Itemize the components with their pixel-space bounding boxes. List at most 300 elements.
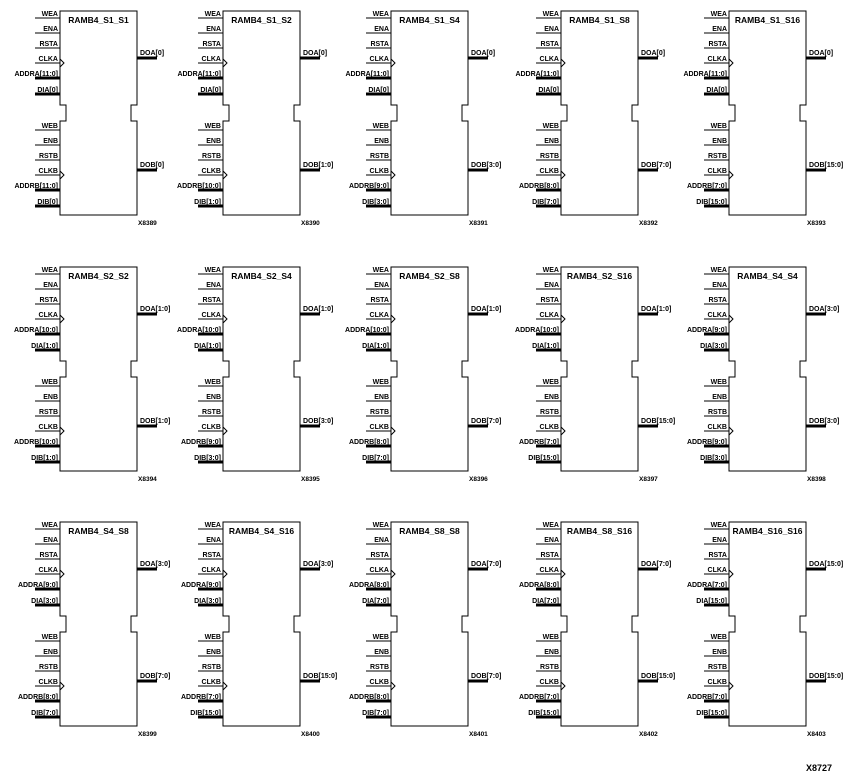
data-out-a-label: DOA[1:0]: [140, 306, 171, 313]
pin-label-web: WEB: [204, 634, 221, 641]
pin-label-rstb: RSTB: [539, 664, 559, 671]
clock-triangle-icon: [729, 59, 733, 67]
block-outline: [391, 267, 468, 471]
block-title: RAMB4_S4_S16: [228, 526, 295, 536]
block-outline: [60, 267, 137, 471]
clock-triangle-icon: [561, 59, 565, 67]
pin-label-web: WEB: [372, 123, 389, 130]
clock-triangle-icon: [223, 59, 227, 67]
pin-label-rsta: RSTA: [708, 297, 727, 304]
ram-block-ramb4-s8-s8: [349, 522, 501, 738]
clock-triangle-icon: [223, 427, 227, 435]
ram-block-ramb4-s1-s8: [515, 11, 671, 227]
address-bus-label-a: ADDRA[11:0]: [177, 71, 221, 78]
block-title: RAMB4_S2_S4: [231, 271, 292, 281]
pin-label-clkb: CLKB: [201, 679, 221, 686]
pin-label-enb: ENB: [206, 138, 221, 145]
data-in-bus-label-b: DIB[15:0]: [190, 710, 221, 717]
pin-label-enb: ENB: [374, 394, 389, 401]
pin-label-enb: ENB: [712, 138, 727, 145]
data-in-bus-label-b: DIB[7:0]: [31, 710, 58, 717]
data-in-bus-label-a: DIA[0]: [37, 87, 58, 94]
pin-label-enb: ENB: [206, 649, 221, 656]
clock-triangle-icon: [391, 427, 395, 435]
clock-triangle-icon: [391, 570, 395, 578]
pin-label-ena: ENA: [712, 537, 727, 544]
pin-label-enb: ENB: [374, 649, 389, 656]
data-in-bus-label-a: DIA[0]: [200, 87, 221, 94]
data-out-a-label: DOA[7:0]: [641, 561, 672, 568]
clock-triangle-icon: [729, 682, 733, 690]
address-bus-label-a: ADDRA[9:0]: [686, 327, 727, 334]
address-bus-label-b: ADDRB[7:0]: [686, 183, 727, 190]
pin-label-clkb: CLKB: [539, 679, 559, 686]
pin-label-clka: CLKA: [201, 312, 221, 319]
pin-label-wea: WEA: [41, 267, 58, 274]
address-bus-label-a: ADDRA[7:0]: [686, 582, 727, 589]
pin-label-clkb: CLKB: [38, 679, 58, 686]
pin-label-clka: CLKA: [707, 312, 727, 319]
data-in-bus-label-a: DIA[0]: [368, 87, 389, 94]
address-bus-label-a: ADDRA[10:0]: [14, 327, 58, 334]
ram-block-ramb4-s4-s8: [18, 522, 170, 738]
block-figure-number: X8399: [138, 731, 157, 738]
pin-label-enb: ENB: [43, 649, 58, 656]
pin-label-wea: WEA: [41, 522, 58, 529]
clock-triangle-icon: [391, 171, 395, 179]
pin-label-web: WEB: [542, 379, 559, 386]
pin-label-clka: CLKA: [38, 56, 58, 63]
pin-label-wea: WEA: [710, 11, 727, 18]
pin-label-rsta: RSTA: [370, 297, 389, 304]
pin-label-rsta: RSTA: [370, 552, 389, 559]
pin-label-web: WEB: [542, 634, 559, 641]
data-in-bus-label-a: DIA[3:0]: [31, 598, 58, 605]
block-title: RAMB4_S16_S16: [732, 526, 803, 536]
pin-label-web: WEB: [710, 634, 727, 641]
clock-triangle-icon: [561, 315, 565, 323]
pin-label-clka: CLKA: [707, 56, 727, 63]
ram-block-ramb4-s1-s2: [177, 11, 333, 227]
data-out-a-label: DOA[0]: [140, 50, 165, 57]
data-in-bus-label-a: DIA[1:0]: [362, 343, 389, 350]
pin-label-rstb: RSTB: [201, 409, 221, 416]
data-in-bus-label-b: DIB[15:0]: [528, 710, 559, 717]
data-out-b-label: DOB[15:0]: [809, 673, 844, 680]
address-bus-label-a: ADDRA[8:0]: [518, 582, 559, 589]
block-outline: [561, 267, 638, 471]
data-out-b-label: DOB[7:0]: [140, 673, 171, 680]
pin-label-rstb: RSTB: [38, 409, 58, 416]
clock-triangle-icon: [223, 682, 227, 690]
block-figure-number: X8392: [639, 220, 658, 227]
ram-block-ramb4-s2-s16: [515, 267, 675, 483]
block-figure-number: X8397: [639, 476, 658, 483]
address-bus-label-a: ADDRA[11:0]: [14, 71, 58, 78]
data-in-bus-label-a: DIA[1:0]: [532, 343, 559, 350]
pin-label-rsta: RSTA: [39, 552, 58, 559]
block-title: RAMB4_S1_S2: [231, 15, 292, 25]
address-bus-label-a: ADDRA[10:0]: [515, 327, 559, 334]
pin-label-rstb: RSTB: [38, 664, 58, 671]
data-in-bus-label-b: DIB[1:0]: [31, 455, 58, 462]
pin-label-rsta: RSTA: [708, 41, 727, 48]
address-bus-label-a: ADDRA[9:0]: [17, 582, 58, 589]
pin-label-web: WEB: [542, 123, 559, 130]
clock-triangle-icon: [60, 315, 64, 323]
clock-triangle-icon: [729, 315, 733, 323]
pin-label-clka: CLKA: [38, 312, 58, 319]
pin-label-rstb: RSTB: [369, 409, 389, 416]
block-figure-number: X8401: [469, 731, 488, 738]
block-outline: [60, 522, 137, 726]
block-outline: [561, 522, 638, 726]
pin-label-wea: WEA: [542, 267, 559, 274]
ram-block-ramb4-s4-s4: [687, 267, 839, 483]
pin-label-rsta: RSTA: [39, 41, 58, 48]
pin-label-wea: WEA: [542, 522, 559, 529]
data-in-bus-label-a: DIA[0]: [538, 87, 559, 94]
data-out-a-label: DOA[7:0]: [471, 561, 502, 568]
pin-label-clkb: CLKB: [201, 424, 221, 431]
pin-label-clka: CLKA: [539, 56, 559, 63]
data-out-a-label: DOA[0]: [303, 50, 328, 57]
pin-label-rstb: RSTB: [539, 409, 559, 416]
clock-triangle-icon: [391, 682, 395, 690]
pin-label-rsta: RSTA: [540, 41, 559, 48]
block-title: RAMB4_S8_S16: [566, 526, 633, 536]
pin-label-clkb: CLKB: [539, 424, 559, 431]
ram-block-ramb4-s2-s4: [177, 267, 333, 483]
address-bus-label-b: ADDRB[8:0]: [348, 439, 389, 446]
data-out-a-label: DOA[0]: [471, 50, 496, 57]
clock-triangle-icon: [223, 171, 227, 179]
pin-label-rsta: RSTA: [708, 552, 727, 559]
pin-label-rsta: RSTA: [540, 552, 559, 559]
address-bus-label-a: ADDRA[8:0]: [348, 582, 389, 589]
pin-label-ena: ENA: [206, 26, 221, 33]
data-out-b-label: DOB[3:0]: [809, 418, 840, 425]
address-bus-label-b: ADDRB[7:0]: [518, 439, 559, 446]
block-outline: [391, 11, 468, 215]
pin-label-ena: ENA: [374, 26, 389, 33]
block-title: RAMB4_S2_S8: [399, 271, 460, 281]
blocks-layer: [14, 11, 843, 738]
pin-label-ena: ENA: [43, 537, 58, 544]
data-out-a-label: DOA[1:0]: [641, 306, 672, 313]
address-bus-label-a: ADDRA[9:0]: [180, 582, 221, 589]
pin-label-clkb: CLKB: [38, 168, 58, 175]
block-title: RAMB4_S4_S8: [68, 526, 129, 536]
block-figure-number: X8393: [807, 220, 826, 227]
pin-label-web: WEB: [710, 123, 727, 130]
pin-label-clkb: CLKB: [369, 679, 389, 686]
pin-label-ena: ENA: [712, 282, 727, 289]
data-in-bus-label-b: DIB[1:0]: [194, 199, 221, 206]
pin-label-enb: ENB: [43, 138, 58, 145]
address-bus-label-b: ADDRB[11:0]: [14, 183, 58, 190]
pin-label-wea: WEA: [372, 267, 389, 274]
pin-label-ena: ENA: [712, 26, 727, 33]
clock-triangle-icon: [729, 427, 733, 435]
pin-label-wea: WEA: [372, 522, 389, 529]
data-out-b-label: DOB[15:0]: [641, 418, 676, 425]
block-outline: [729, 522, 806, 726]
pin-label-ena: ENA: [544, 282, 559, 289]
pin-label-wea: WEA: [542, 11, 559, 18]
block-outline: [729, 267, 806, 471]
block-outline: [561, 11, 638, 215]
pin-label-web: WEB: [204, 123, 221, 130]
data-in-bus-label-b: DIB[15:0]: [528, 455, 559, 462]
block-outline: [223, 267, 300, 471]
data-in-bus-label-b: DIB[3:0]: [194, 455, 221, 462]
pin-label-clkb: CLKB: [369, 168, 389, 175]
pin-label-ena: ENA: [43, 282, 58, 289]
data-out-b-label: DOB[3:0]: [303, 418, 334, 425]
pin-label-web: WEB: [710, 379, 727, 386]
data-in-bus-label-b: DIB[0]: [37, 199, 58, 206]
block-figure-number: X8390: [301, 220, 320, 227]
block-outline: [391, 522, 468, 726]
data-in-bus-label-a: DIA[1:0]: [194, 343, 221, 350]
address-bus-label-b: ADDRB[8:0]: [17, 694, 58, 701]
pin-label-web: WEB: [372, 634, 389, 641]
pin-label-clka: CLKA: [201, 56, 221, 63]
pin-label-clka: CLKA: [369, 56, 389, 63]
data-in-bus-label-b: DIB[7:0]: [362, 455, 389, 462]
data-out-a-label: DOA[3:0]: [140, 561, 171, 568]
block-title: RAMB4_S1_S16: [734, 15, 801, 25]
ram-block-ramb4-s2-s2: [14, 267, 170, 483]
clock-triangle-icon: [223, 570, 227, 578]
address-bus-label-b: ADDRB[9:0]: [348, 183, 389, 190]
clock-triangle-icon: [561, 570, 565, 578]
data-out-b-label: DOB[15:0]: [809, 162, 844, 169]
data-out-a-label: DOA[0]: [809, 50, 834, 57]
pin-label-rstb: RSTB: [707, 409, 727, 416]
pin-label-rstb: RSTB: [707, 153, 727, 160]
ram-block-ramb4-s2-s8: [345, 267, 501, 483]
data-out-b-label: DOB[15:0]: [303, 673, 338, 680]
pin-label-wea: WEA: [710, 522, 727, 529]
block-figure-number: X8395: [301, 476, 320, 483]
data-out-a-label: DOA[3:0]: [303, 561, 334, 568]
data-out-a-label: DOA[1:0]: [303, 306, 334, 313]
pin-label-web: WEB: [204, 379, 221, 386]
address-bus-label-a: ADDRA[10:0]: [345, 327, 389, 334]
pin-label-rstb: RSTB: [707, 664, 727, 671]
pin-label-wea: WEA: [372, 11, 389, 18]
pin-label-rsta: RSTA: [202, 41, 221, 48]
pin-label-ena: ENA: [544, 26, 559, 33]
pin-label-clkb: CLKB: [707, 679, 727, 686]
pin-label-rsta: RSTA: [202, 297, 221, 304]
pin-label-rstb: RSTB: [539, 153, 559, 160]
block-title: RAMB4_S4_S4: [737, 271, 798, 281]
data-in-bus-label-a: DIA[7:0]: [362, 598, 389, 605]
pin-label-wea: WEA: [204, 522, 221, 529]
block-title: RAMB4_S8_S8: [399, 526, 460, 536]
pin-label-web: WEB: [41, 634, 58, 641]
ram-block-ramb4-s16-s16: [687, 522, 843, 738]
pin-label-enb: ENB: [712, 649, 727, 656]
pin-label-clka: CLKA: [539, 567, 559, 574]
pin-label-wea: WEA: [204, 11, 221, 18]
clock-triangle-icon: [223, 315, 227, 323]
clock-triangle-icon: [60, 171, 64, 179]
data-in-bus-label-b: DIB[7:0]: [532, 199, 559, 206]
pin-label-clka: CLKA: [707, 567, 727, 574]
pin-label-ena: ENA: [206, 537, 221, 544]
address-bus-label-b: ADDRB[10:0]: [177, 183, 221, 190]
pin-label-ena: ENA: [43, 26, 58, 33]
pin-label-rsta: RSTA: [370, 41, 389, 48]
pin-label-wea: WEA: [41, 11, 58, 18]
block-figure-number: X8398: [807, 476, 826, 483]
pin-label-ena: ENA: [544, 537, 559, 544]
pin-label-clkb: CLKB: [707, 168, 727, 175]
pin-label-clkb: CLKB: [539, 168, 559, 175]
block-figure-number: X8391: [469, 220, 488, 227]
data-out-a-label: DOA[15:0]: [809, 561, 844, 568]
address-bus-label-b: ADDRB[9:0]: [686, 439, 727, 446]
pin-label-enb: ENB: [544, 394, 559, 401]
clock-triangle-icon: [60, 682, 64, 690]
pin-label-clka: CLKA: [369, 312, 389, 319]
ram-block-ramb4-s4-s16: [181, 522, 337, 738]
pin-label-rstb: RSTB: [201, 153, 221, 160]
pin-label-clka: CLKA: [369, 567, 389, 574]
clock-triangle-icon: [561, 171, 565, 179]
pin-label-clka: CLKA: [539, 312, 559, 319]
data-out-b-label: DOB[3:0]: [471, 162, 502, 169]
data-in-bus-label-b: DIB[15:0]: [696, 710, 727, 717]
pin-label-rsta: RSTA: [202, 552, 221, 559]
block-title: RAMB4_S2_S16: [566, 271, 633, 281]
data-in-bus-label-a: DIA[7:0]: [532, 598, 559, 605]
data-out-b-label: DOB[7:0]: [641, 162, 672, 169]
block-figure-number: X8389: [138, 220, 157, 227]
pin-label-enb: ENB: [712, 394, 727, 401]
pin-label-ena: ENA: [374, 537, 389, 544]
pin-label-clkb: CLKB: [369, 424, 389, 431]
pin-label-web: WEB: [41, 123, 58, 130]
block-figure-number: X8403: [807, 731, 826, 738]
clock-triangle-icon: [561, 682, 565, 690]
clock-triangle-icon: [391, 315, 395, 323]
pin-label-wea: WEA: [710, 267, 727, 274]
data-in-bus-label-b: DIB[7:0]: [362, 710, 389, 717]
address-bus-label-a: ADDRA[11:0]: [515, 71, 559, 78]
pin-label-rstb: RSTB: [38, 153, 58, 160]
pin-label-ena: ENA: [374, 282, 389, 289]
block-outline: [729, 11, 806, 215]
clock-triangle-icon: [391, 59, 395, 67]
block-title: RAMB4_S2_S2: [68, 271, 129, 281]
pin-label-rstb: RSTB: [201, 664, 221, 671]
pin-label-clkb: CLKB: [707, 424, 727, 431]
pin-label-enb: ENB: [544, 138, 559, 145]
address-bus-label-b: ADDRB[7:0]: [180, 694, 221, 701]
clock-triangle-icon: [60, 59, 64, 67]
pin-label-web: WEB: [372, 379, 389, 386]
block-title: RAMB4_S1_S1: [68, 15, 129, 25]
data-out-a-label: DOA[3:0]: [809, 306, 840, 313]
data-in-bus-label-b: DIB[15:0]: [696, 199, 727, 206]
pin-label-rsta: RSTA: [540, 297, 559, 304]
data-out-b-label: DOB[15:0]: [641, 673, 676, 680]
block-title: RAMB4_S1_S4: [399, 15, 460, 25]
address-bus-label-b: ADDRB[8:0]: [518, 183, 559, 190]
pin-label-enb: ENB: [43, 394, 58, 401]
data-out-a-label: DOA[1:0]: [471, 306, 502, 313]
data-in-bus-label-a: DIA[3:0]: [194, 598, 221, 605]
data-in-bus-label-b: DIB[3:0]: [362, 199, 389, 206]
clock-triangle-icon: [729, 570, 733, 578]
pin-label-clka: CLKA: [201, 567, 221, 574]
pin-label-clkb: CLKB: [201, 168, 221, 175]
data-in-bus-label-a: DIA[3:0]: [700, 343, 727, 350]
data-in-bus-label-a: DIA[0]: [706, 87, 727, 94]
block-figure-number: X8394: [138, 476, 157, 483]
pin-label-rstb: RSTB: [369, 153, 389, 160]
data-out-b-label: DOB[7:0]: [471, 673, 502, 680]
data-out-b-label: DOB[0]: [140, 162, 165, 169]
data-in-bus-label-a: DIA[1:0]: [31, 343, 58, 350]
block-figure-number: X8400: [301, 731, 320, 738]
clock-triangle-icon: [561, 427, 565, 435]
block-outline: [223, 11, 300, 215]
address-bus-label-b: ADDRB[7:0]: [686, 694, 727, 701]
ram-block-ramb4-s1-s4: [345, 11, 501, 227]
address-bus-label-b: ADDRB[9:0]: [180, 439, 221, 446]
address-bus-label-b: ADDRB[8:0]: [348, 694, 389, 701]
block-outline: [223, 522, 300, 726]
figure-id-label: X8727: [806, 763, 833, 773]
block-figure-number: X8402: [639, 731, 658, 738]
address-bus-label-a: ADDRA[10:0]: [177, 327, 221, 334]
block-figure-number: X8396: [469, 476, 488, 483]
address-bus-label-b: ADDRB[10:0]: [14, 439, 58, 446]
data-in-bus-label-b: DIB[3:0]: [700, 455, 727, 462]
ram-block-ramb4-s1-s16: [683, 11, 843, 227]
ram-block-ramb4-s1-s1: [14, 11, 164, 227]
block-title: RAMB4_S1_S8: [569, 15, 630, 25]
pin-label-enb: ENB: [374, 138, 389, 145]
pin-label-clka: CLKA: [38, 567, 58, 574]
clock-triangle-icon: [729, 171, 733, 179]
pin-label-enb: ENB: [206, 394, 221, 401]
data-in-bus-label-a: DIA[15:0]: [696, 598, 727, 605]
address-bus-label-a: ADDRA[11:0]: [345, 71, 389, 78]
pin-label-enb: ENB: [544, 649, 559, 656]
address-bus-label-b: ADDRB[7:0]: [518, 694, 559, 701]
pin-label-rsta: RSTA: [39, 297, 58, 304]
data-out-b-label: DOB[1:0]: [140, 418, 171, 425]
clock-triangle-icon: [60, 427, 64, 435]
pin-label-wea: WEA: [204, 267, 221, 274]
pin-label-ena: ENA: [206, 282, 221, 289]
data-out-b-label: DOB[7:0]: [471, 418, 502, 425]
pin-label-web: WEB: [41, 379, 58, 386]
block-outline: [60, 11, 137, 215]
pin-label-rstb: RSTB: [369, 664, 389, 671]
address-bus-label-a: ADDRA[11:0]: [683, 71, 727, 78]
data-out-a-label: DOA[0]: [641, 50, 666, 57]
data-out-b-label: DOB[1:0]: [303, 162, 334, 169]
clock-triangle-icon: [60, 570, 64, 578]
